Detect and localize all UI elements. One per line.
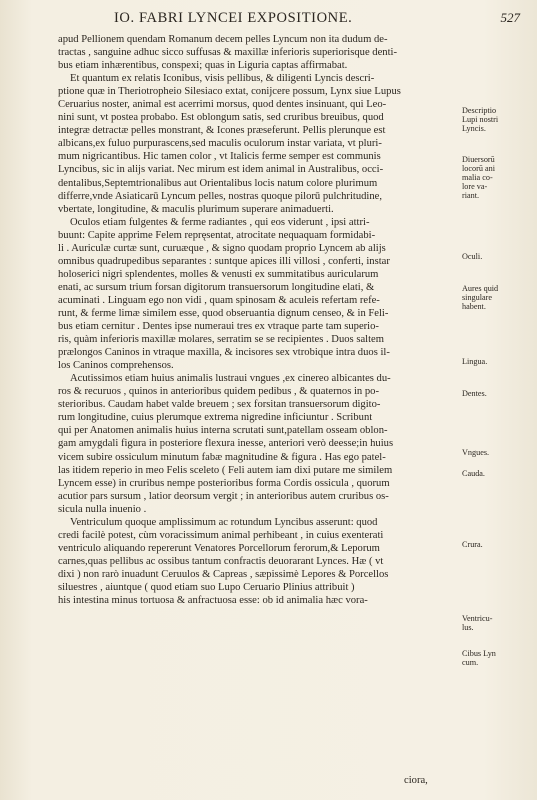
text-line: bus etiam cernitur . Dentes ipse numeraui tres ex vtraque parte tam superio- <box>58 321 379 333</box>
text-line: siluestres , aiuntque ( quod etiam suo Lupo Ceruario Plinius attribuit ) <box>58 581 355 593</box>
text-line: Lyncem esse) in cruribus nempe posterioribus forma Cordis ossicula , quorum <box>58 477 390 489</box>
text-line: sterioribus. Caudam habet valde breuem ; sex forsitan transuersorum digito- <box>58 399 381 411</box>
margin-note: lore va- <box>462 182 488 191</box>
text-line: vicem subire ossiculum minutum fabæ magnitudine & figura . Has ego patel- <box>58 451 386 463</box>
text-line: las itidem reperio in meo Felis sceleto ( Feli autem iam dixi putare me similem <box>58 464 393 476</box>
text-line: Oculos etiam fulgentes & ferme radiantes , qui eos viderunt , ipsi attri- <box>70 216 370 228</box>
text-line: omnibus quadrupedibus separantes : suntque apices illi villosi , conferti, instar <box>58 255 390 267</box>
text-line: Ceruarius noster, animal est acerrimi morsus, quod dentes insinuant, qui Leo- <box>58 99 387 111</box>
text-line: integræ detractæ pelles monstrant, & Icones præseferunt. Pellis plerunque est <box>58 125 386 137</box>
margin-note: Diuersorū <box>462 155 495 164</box>
text-line: differre,vnde Asiaticarū Lyncum pelles, nostras quoque pilorū pulchritudine, <box>58 190 383 202</box>
text-line: ris, quàm inferioris maxillæ molares, serratim se se recipientes . Duos saltem <box>58 334 384 346</box>
text-line: Et quantum ex relatis Iconibus, visis pellibus, & diligenti Lyncis descri- <box>70 73 375 85</box>
text-line: carnes,quas pellibus ac ossibus tantum confractis deuorarant Lynces. Hæ ( vt <box>58 555 384 567</box>
body-text <box>58 33 458 607</box>
text-line: vbertate, longitudine, & maculis plurimum superare animaduerti. <box>58 203 334 215</box>
text-line: acuminati . Linguam ego non vidi , quam spinosam & aculeis refertam refe- <box>58 294 380 306</box>
text-line: runt, & ferme limæ similem esse, quod obseruantia dignum censeo, & in Feli- <box>58 307 389 319</box>
text-line: buunt: Capite apprime Felem repręsentat, atrocitate nequaquam formidabi- <box>58 229 376 241</box>
text-line: bus etiam inhærentibus, conspexi; quas in Liguria captas affirmabat. <box>58 60 348 72</box>
margin-note: lus. <box>462 623 474 632</box>
text-line: dixi ) non rarò inuadunt Ceruulos & Capreas , sæpissimè Lepores & Porcellos <box>58 568 389 580</box>
margin-note: Descriptio <box>462 106 497 115</box>
margin-note: Lupi nostri <box>462 115 499 124</box>
text-line: mum nigricantibus. Hic tamen color , vt Italicis ferme semper est communis <box>58 151 381 163</box>
margin-note: Dentes. <box>462 389 487 398</box>
page-header <box>62 8 520 30</box>
text-line: qui per Anatomen animalis huius interna scrutati sunt,patellam osseam oblon- <box>58 425 388 437</box>
margin-note: Vngues. <box>462 448 490 457</box>
text-line: Acutissimos etiam huius animalis lustraui vngues ,ex cinereo albicantes du- <box>70 373 391 385</box>
margin-note: malia co- <box>462 173 493 182</box>
margin-note: Oculi. <box>462 252 483 261</box>
text-line: dentalibus,Septemtrionalibus aut Orientalibus locis natum colore plurimum <box>58 177 378 189</box>
text-line: his intestina minus tortuosa & anfractuosa esse: ob id animalia hæc vora- <box>58 595 368 607</box>
catchword: ciora, <box>404 775 428 786</box>
text-line: ptione quæ in Theriotropheio Silesiaco extat, conijcere possum, Lynx siue Lupus <box>58 86 401 98</box>
page-number: 527 <box>500 10 520 25</box>
margin-note: Aures quid <box>462 284 499 293</box>
margin-note: Cibus Lyn <box>462 649 496 658</box>
text-line: gam amygdali figura in posteriore flexura inesse, anteriori verò deesse;in huius <box>58 438 394 450</box>
margin-note: Lyncis. <box>462 124 486 133</box>
text-line: li . Auriculæ curtæ sunt, curuæque , & signo quodam proprio Lyncem ab alijs <box>58 242 386 254</box>
margin-note: Cauda. <box>462 469 485 478</box>
text-line: sicula nulla inuenio . <box>58 503 147 515</box>
text-line: credi facilè potest, cùm voracissimum animal perhibeant , in cuius exenterati <box>58 529 384 541</box>
margin-note: singulare <box>462 293 493 302</box>
text-line: prælongos Caninos in vtraque maxilla, & incisores sex vtrobique intra duos il- <box>58 347 390 359</box>
text-line: albicans,ex fuluo purpurascens,sed maculis oculorum instar variata, vt pluri- <box>58 138 382 150</box>
margin-note: Ventricu- <box>462 614 493 623</box>
text-line: holoserici nigri splendentes, molles & venusti ex summitatibus auricularum <box>58 268 379 280</box>
text-line: Ventriculum quoque amplissimum ac rotundum Lyncibus asserunt: quod <box>70 516 378 528</box>
text-line: ros & recuruos , quinos in anterioribus quidem pedibus , & quaternos in po- <box>58 386 379 398</box>
text-line: enati, ac sursum trium forsan digitorum transuersorum longitudine elati, & <box>58 281 375 293</box>
text-line: los Caninos comprehensos. <box>58 360 174 372</box>
margin-note: cum. <box>462 658 479 667</box>
text-line: rum longitudine, cuius plerumque extrema nigredine inficiuntur . Scribunt <box>58 412 373 424</box>
margin-note: Lingua. <box>462 357 488 366</box>
text-line: apud Pellionem quendam Romanum decem pelles Lyncum non ita dudum de- <box>58 34 388 45</box>
text-line: acutior pars sursum , latior deorsum vergit ; in anterioribus autem cruribus os- <box>58 490 389 502</box>
margin-note: riant. <box>462 191 480 200</box>
text-line: ventriculo aliquando repererunt Venatores Porcellorum ferorum,& Leporum <box>58 542 380 554</box>
text-line: nini sunt, vt postea probabo. Est oblongum satis, sed cruribus breuibus, quod <box>58 112 384 124</box>
running-head: IO. FABRI LYNCEI EXPOSITIONE. <box>114 10 353 26</box>
margin-note: habent. <box>462 302 486 311</box>
text-line: tractas , sanguine adhuc sicco suffusas & maxillæ inferioris superiorisque denti- <box>58 47 398 59</box>
margin-note: locorū ani <box>462 164 495 173</box>
margin-note: Crura. <box>462 540 483 549</box>
text-line: Lyncibus, sic in alijs variat. Nec mirum est idem animal in Australibus, occi- <box>58 164 384 176</box>
